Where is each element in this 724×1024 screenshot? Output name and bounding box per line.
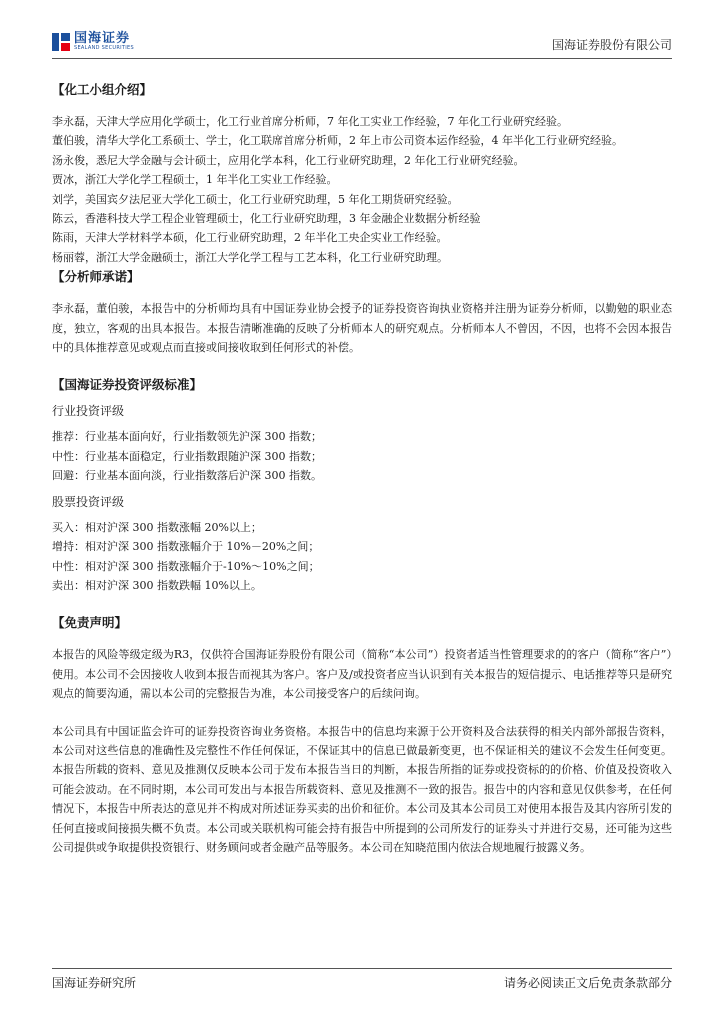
footer-divider <box>52 968 672 969</box>
disclaimer-paragraph-1: 本报告的风险等级定级为R3，仅供符合国海证券股份有限公司（简称“本公司”）投资者适当性管理要求的的客户（简称“客户”）使用。本公司不会因接收人收到本报告而视其为客户。客户及/或投资者应当认识到有关本报告的短信提示、电话推荐等只是研究观点的简要沟通，需以本公司的完整报告为准，本公司接受客户的后续问询。 <box>52 648 672 701</box>
team-member: 董伯骏，清华大学化工系硕士、学士，化工联席首席分析师，2 年上市公司资本运作经验，4 年半化工行业研究经验。 <box>52 134 623 148</box>
team-member: 汤永俊，悉尼大学金融与会计硕士，应用化学本科，化工行业研究助理，2 年化工行业研究经验。 <box>52 153 525 167</box>
disclaimer-paragraph-2: 本公司具有中国证监会许可的证券投资咨询业务资格。本报告中的信息均来源于公开资料及合法获得的相关内部外部报告资料，本公司对这些信息的准确性及完整性不作任何保证，不保证其中的信息已做最新变更，也不保证相关的建议不会发生任何变更。本报告所载的资料、意见及推测仅反映本公司于发布本报告当日的判断，本报告所指的证券或投资标的的价格、价值及投资收入可能会波动。在不同时期，本公司可发出与本报告所载资料、意见及推测不一致的报告。报告中的内容和意见仅供参考，在任何情况下，本报告中所表达的意见并不构成对所述证券买卖的出价和征价。本公司及其本公司员工对使用本报告及其内容所引发的任何直接或间接损失概不负责。本公司或关联机构可能会持有报告中所提到的公司所发行的证券头寸并进行交易，还可能为这些公司提供或争取提供投资银行、财务顾问或者金融产品等服务。本公司在知晓范围内依法合规地履行披露义务。 <box>52 724 672 854</box>
stock-rating-item: 增持：相对沪深 300 指数涨幅介于 10%－20%之间； <box>52 540 320 554</box>
industry-rating-item: 中性：行业基本面稳定，行业指数跟随沪深 300 指数； <box>52 449 322 463</box>
stock-rating-item: 中性：相对沪深 300 指数涨幅介于-10%～10%之间； <box>52 559 320 573</box>
commitment-text: 李永磊，董伯骏，本报告中的分析师均具有中国证券业协会授予的证券投资咨询执业资格并注册为证券分析师，以勤勉的职业态度，独立，客观的出具本报告。本报告清晰准确的反映了分析师本人的研究观点。分析师本人不曾因，不因，也将不会因本报告中的具体推荐意见或观点而直接或间接收取到任何形式的补偿。 <box>52 302 672 355</box>
header-divider <box>52 58 672 59</box>
team-section-title: 【化工小组介绍】 <box>52 82 153 97</box>
team-member: 李永磊，天津大学应用化学硕士，化工行业首席分析师，7 年化工实业工作经验，7 年化工行业研究经验。 <box>52 115 568 128</box>
company-logo <box>52 32 134 51</box>
stock-rating-item: 买入：相对沪深 300 指数涨幅 20%以上； <box>52 520 262 534</box>
team-member: 陈云，香港科技大学工程企业管理硕士，化工行业研究助理，3 年金融企业数据分析经验 <box>52 212 481 226</box>
disclaimer-section-title: 【免责声明】 <box>52 615 128 631</box>
team-member: 贾冰，浙江大学化学工程硕士，1 年半化工实业工作经验。 <box>52 173 338 187</box>
commitment-section-title: 【分析师承诺】 <box>52 269 140 285</box>
team-member: 陈雨，天津大学材料学本硕，化工行业研究助理，2 年半化工央企实业工作经验。 <box>52 231 448 245</box>
industry-rating-item: 推荐：行业基本面向好，行业指数领先沪深 300 指数； <box>52 430 322 444</box>
page-content <box>52 80 672 857</box>
header-company-name: 国海证券股份有限公司 <box>551 38 672 52</box>
industry-rating-item: 回避：行业基本面向淡，行业指数落后沪深 300 指数。 <box>52 469 322 483</box>
logo-icon <box>52 33 70 51</box>
industry-rating-label: 行业投资评级 <box>52 404 125 419</box>
page-header <box>52 30 672 56</box>
logo-name-cn: 国海证券 <box>74 31 131 46</box>
footer-institute: 国海证券研究所 <box>52 976 137 990</box>
team-members <box>52 112 672 267</box>
logo-name-en: SEALAND SECURITIES <box>74 45 134 51</box>
stock-rating-item: 卖出：相对沪深 300 指数跌幅 10%以上。 <box>52 578 262 592</box>
rating-section-title: 【国海证券投资评级标准】 <box>52 377 203 393</box>
team-member: 刘学，美国宾夕法尼亚大学化工硕士，化工行业研究助理，5 年化工期货研究经验。 <box>52 192 459 206</box>
stock-rating-label: 股票投资评级 <box>52 494 125 509</box>
footer-notice: 请务必阅读正文后免责条款部分 <box>503 976 672 990</box>
team-member: 杨丽蓉，浙江大学金融硕士，浙江大学化学工程与工艺本科，化工行业研究助理。 <box>52 250 448 264</box>
